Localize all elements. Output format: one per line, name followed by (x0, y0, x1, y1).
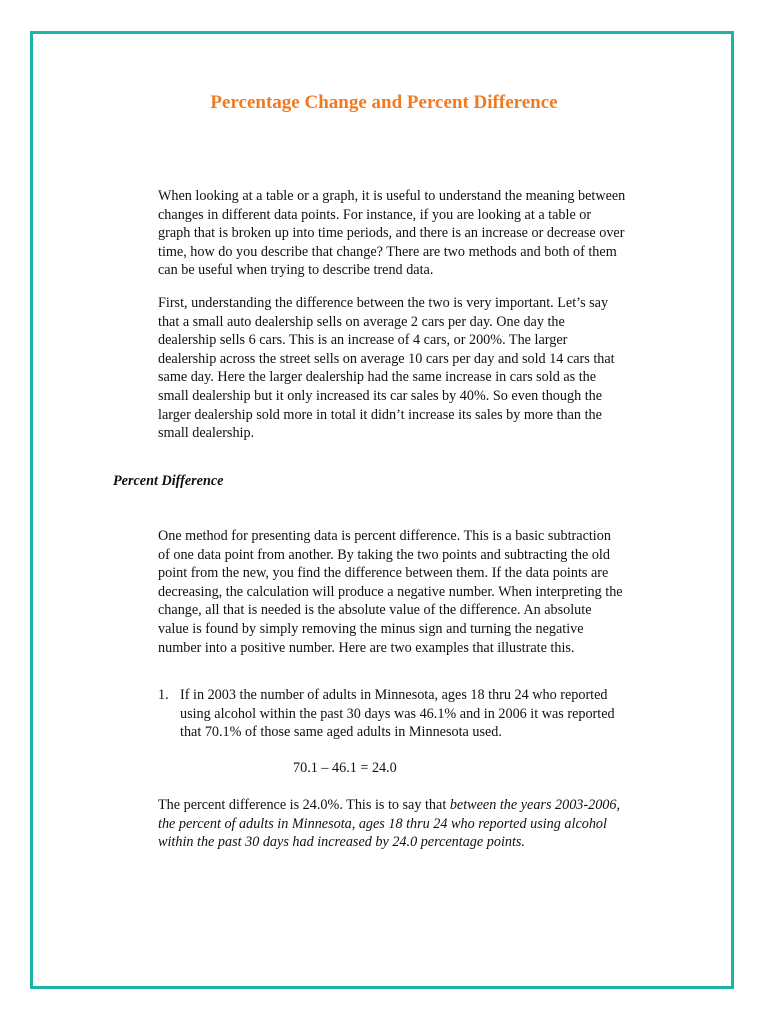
list-item-line: If in 2003 the number of adults in Minnesota, ages 18 thru 24 who reported (180, 687, 608, 703)
method-line: number into a positive number. Here are two examples that illustrate this. (158, 639, 575, 656)
example-line: small dealership but it only increased its car sales by 40%. So even though the (158, 387, 603, 404)
example-line: that a small auto dealership sells on average 2 cars per day. One day the (158, 313, 565, 330)
method-line: decreasing, the calculation will produce a negative number. When interpreting the (158, 583, 623, 600)
intro-line: When looking at a table or a graph, it is useful to understand the meaning between (158, 188, 626, 204)
result-italic: between the years 2003-2006, (449, 797, 621, 813)
list-item-line: using alcohol within the past 30 days was 46.1% and in 2006 it was reported (180, 705, 615, 722)
intro-line: changes in different data points. For instance, if you are looking at a table or (158, 206, 592, 223)
intro-line: time, how do you describe that change? There are two methods and both of them (158, 243, 617, 260)
intro-line: can be useful when trying to describe trend data. (158, 262, 434, 279)
method-line: change, all that is needed is the absolute value of the difference. An absolute (158, 602, 592, 619)
list-item-body (180, 686, 670, 742)
example-line: larger dealership sold more in total it didn’t increase its sales by more than the (158, 406, 602, 423)
method-paragraph (158, 527, 678, 657)
example-line: small dealership. (158, 425, 255, 442)
method-line: of one data point from another. By taking the two points and subtracting the old (158, 546, 610, 563)
document-title: Percentage Change and Percent Difference (210, 92, 558, 113)
section-heading: Percent Difference (113, 473, 224, 489)
result-paragraph (158, 796, 678, 852)
list-number: 1. (158, 687, 169, 703)
list-item-line: that 70.1% of those same aged adults in Minnesota used. (180, 724, 502, 741)
intro-line: graph that is broken up into time periods, and there is an increase or decrease over (158, 225, 625, 242)
example-line: First, understanding the difference between the two is very important. Let’s say (158, 295, 609, 311)
method-line: One method for presenting data is percent difference. This is a basic subtraction (158, 528, 611, 544)
example-paragraph (158, 294, 678, 443)
example-line: dealership sells 6 cars. This is an increase of 4 cars, or 200%. The larger (158, 332, 568, 349)
method-line: point from the new, you find the difference between them. If the data points are (158, 565, 609, 582)
example-line: dealership across the street sells on average 10 cars per day and sold 14 cars that (158, 350, 615, 367)
result-italic: the percent of adults in Minnesota, ages 18 thru 24 who reported using alcohol (158, 815, 607, 832)
result-lead: The percent difference is 24.0%. This is to say that (158, 797, 450, 813)
intro-paragraph (158, 187, 678, 280)
result-italic: within the past 30 days had increased by 24.0 percentage points. (158, 834, 525, 851)
result-line (158, 796, 678, 815)
method-line: value is found by simply removing the minus sign and turning the negative (158, 620, 584, 637)
equation: 70.1 – 46.1 = 24.0 (293, 760, 397, 776)
example-line: same day. Here the larger dealership had the same increase in cars sold as the (158, 369, 597, 386)
